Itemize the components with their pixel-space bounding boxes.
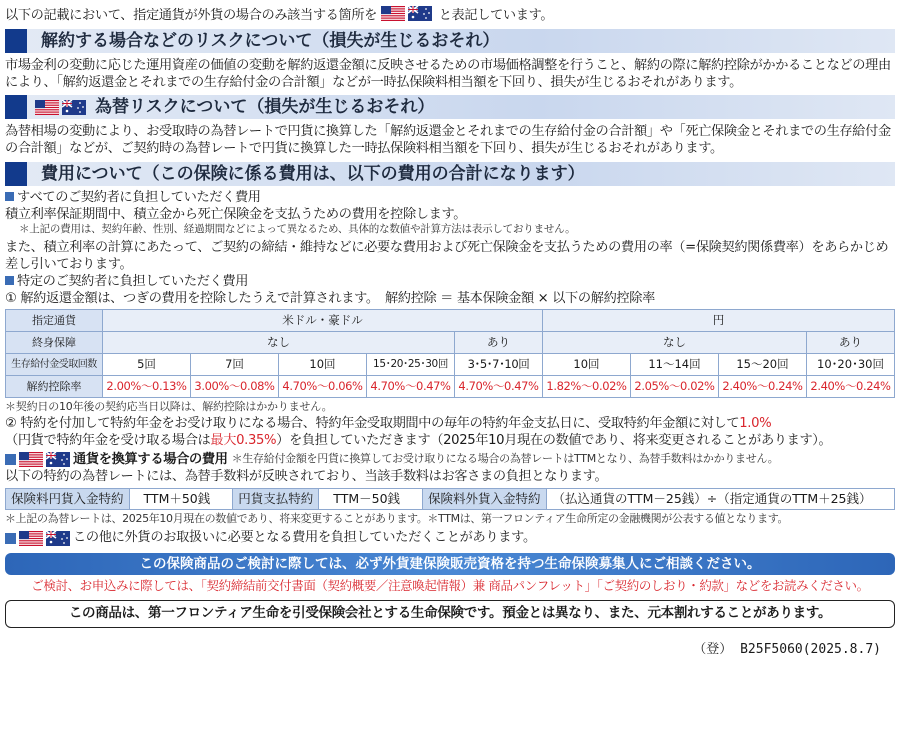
fees-all-body: 積立利率保証期間中、積立金から死亡保険金を支払うための費用を控除します。 — [5, 206, 467, 222]
square-bullet-icon — [5, 276, 14, 285]
fees-all-head-line — [5, 189, 895, 206]
table-cell: 円 — [543, 310, 895, 332]
section-cancel-header — [5, 29, 895, 53]
table-cell: 2.40%～0.24% — [719, 376, 807, 398]
table-cell: なし — [543, 332, 807, 354]
table-cell: 15～20回 — [719, 354, 807, 376]
table-row — [6, 332, 895, 354]
table-cell: 3･5･7･10回 — [455, 354, 543, 376]
fees-all-body2: また、積立利率の計算にあたって、ご契約の締結・維持などに必要な費用および死亡保険金を支払うための費用の率（=保険契約関係費率）をあらかじめ差し引いております。 — [5, 239, 889, 272]
table-cell: 7回 — [191, 354, 279, 376]
table-cell: 2.00%～0.13% — [103, 376, 191, 398]
table-cell: 15･20･25･30回 — [367, 354, 455, 376]
au-flag-icon — [46, 452, 70, 467]
consult-banner: この保険商品のご検討に際しては、必ず外貨建保険販売資格を持つ生命保険募集人にご相談ください。 — [5, 553, 895, 575]
fx-fee-desc: 以下の特約の為替レートには、為替手数料が反映されており、当該手数料はお客さまの負担となります。 — [5, 468, 608, 484]
us-flag-icon — [381, 6, 405, 21]
us-flag-icon — [35, 100, 59, 115]
square-bullet-icon — [5, 454, 16, 465]
table-cell: 1.82%～0.02% — [543, 376, 631, 398]
fees-all-note: ＊上記の費用は、契約年齢、性別、経過期間などによって異なるため、具体的な数値や計算方法は表示しておりません。 — [19, 222, 576, 235]
au-flag-icon — [408, 6, 432, 21]
ttm-value: TTM－50銭 — [319, 489, 423, 509]
fx-fee-line — [5, 451, 895, 468]
product-disclaimer: この商品は、第一フロンティア生命を引受保険会社とする生命保険です。預金とは異なり、また、元本割れすることがあります。 — [5, 600, 895, 628]
table-label: 指定通貨 — [6, 310, 103, 332]
us-flag-icon — [19, 452, 43, 467]
au-flag-icon — [62, 100, 86, 115]
table-cell: 5回 — [103, 354, 191, 376]
table-cell: 米ドル・豪ドル — [103, 310, 543, 332]
intro-post: と表記しています。 — [438, 8, 554, 23]
section-bar — [5, 162, 27, 186]
table-cell: 4.70%～0.47% — [367, 376, 455, 398]
table-cell: 10回 — [543, 354, 631, 376]
table-cell: なし — [103, 332, 455, 354]
table-cell: 10回 — [279, 354, 367, 376]
section-bar — [5, 95, 27, 119]
fx-fee-note: ＊生存給付金額を円貨に換算してお受け取りになる場合の為替レートはTTMとなり、為替手数料はかかりません。 — [231, 452, 779, 466]
table-cell: 4.70%～0.47% — [455, 376, 543, 398]
section-fx-title: 為替リスクについて（損失が生じるおそれ） — [95, 97, 435, 118]
fees-item1: ① 解約返還金額は、つぎの費用を控除したうえで計算されます。 解約控除 ＝ 基本保険金額 × 以下の解約控除率 — [5, 291, 655, 307]
ttm-rate-box — [5, 488, 895, 510]
item2-rate2: 最大0.35% — [210, 432, 277, 448]
section-fx-body: 為替相場の変動により、お受取時の為替レートで円貨に換算した「解約返還金とそれまでの生存給付金の合計額」や「死亡保険金とそれまでの生存給付金の合計額」などが、ご契約時の為替レートで円貨に換算した一時払保険料相当額を下回り、損失が生じるおそれがあります。 — [5, 124, 891, 157]
section-bar — [5, 29, 27, 53]
table-row — [6, 354, 895, 376]
fees-specific-head: 特定のご契約者に負担していただく費用 — [17, 273, 249, 289]
us-flag-icon — [19, 531, 43, 546]
ttm-key: 保険料円貨入金特約 — [6, 489, 130, 509]
table-row — [6, 376, 895, 398]
table-cell: 11～14回 — [631, 354, 719, 376]
table-label: 生存給付金受取回数 — [6, 354, 103, 376]
item2-b: （円貨で特約年金を受け取る場合は — [5, 432, 211, 448]
fees-specific-head-line — [5, 273, 895, 290]
square-bullet-icon — [5, 533, 16, 544]
ttm-note: ＊上記の為替レートは、2025年10月現在の数値であり、将来変更することがあります。＊TTMは、第一フロンティア生命所定の金融機関が公表する値となります。 — [5, 512, 789, 526]
section-fx-flags — [35, 100, 89, 115]
table-row — [6, 310, 895, 332]
square-bullet-icon — [5, 192, 14, 201]
table-cell: 10･20･30回 — [807, 354, 895, 376]
other-fee-line — [5, 529, 895, 546]
section-cancel-body: 市場金利の変動に応じた運用資産の価値の変動を解約返還金額に反映させるための市場価格調整を行うこと、解約の際に解約控除がかかることなどの理由により、「解約返還金とそれまでの生存給付金の合計額」などが一時払保険料相当額を下回り、損失が生じるおそれがあります。 — [5, 58, 891, 91]
item2-a: ② 特約を付加して特約年金をお受け取りになる場合、特約年金受取期間中の毎年の特約年金支払日に、受取特約年金額に対して — [5, 415, 740, 431]
intro-pre: 以下の記載において、指定通貨が外貨の場合のみ該当する箇所を — [5, 8, 378, 23]
table-cell: あり — [455, 332, 543, 354]
item2-text — [5, 415, 895, 449]
fees-all-head: すべてのご契約者に負担していただく費用 — [17, 189, 261, 205]
registration-code: （登） B25F5060(2025.8.7) — [693, 641, 881, 657]
ttm-key: 円貨支払特約 — [233, 489, 319, 509]
item2-rate: 1.0% — [739, 415, 772, 431]
table-label: 解約控除率 — [6, 376, 103, 398]
consult-note: ご検討、お申込みに際しては、「契約締結前交付書面（契約概要／注意喚起情報）兼 商品パンフレット」「ご契約のしおり・約款」などをお読みください。 — [31, 577, 869, 593]
section-fees-header — [5, 162, 895, 186]
au-flag-icon — [46, 531, 70, 546]
table-cell: 3.00%～0.08% — [191, 376, 279, 398]
table-cell: あり — [807, 332, 895, 354]
intro-line — [5, 6, 895, 27]
table-cell: 4.70%～0.06% — [279, 376, 367, 398]
table-label: 終身保障 — [6, 332, 103, 354]
section-cancel-title: 解約する場合などのリスクについて（損失が生じるおそれ） — [41, 30, 500, 51]
cancel-rate-table — [5, 309, 895, 398]
ttm-key: 保険料外貨入金特約 — [423, 489, 547, 509]
section-fees-title: 費用について（この保険に係る費用は、以下の費用の合計になります） — [41, 163, 585, 184]
ttm-value: TTM＋50銭 — [130, 489, 234, 509]
table-cell: 2.05%～0.02% — [631, 376, 719, 398]
other-fee-text: この他に外貨のお取扱いに必要となる費用を負担していただくことがあります。 — [73, 530, 536, 546]
fx-fee-title: 通貨を換算する場合の費用 — [73, 451, 228, 467]
section-fx-header — [5, 95, 895, 119]
item2-c: ）を負担していただきます（2025年10月現在の数値であり、将来変更されることがあります）。 — [276, 432, 832, 448]
table-cell: 2.40%～0.24% — [807, 376, 895, 398]
note-after-table: ＊契約日の10年後の契約応当日以降は、解約控除はかかりません。 — [5, 400, 333, 414]
ttm-value: （払込通貨のTTM－25銭）÷（指定通貨のTTM＋25銭） — [552, 491, 872, 506]
